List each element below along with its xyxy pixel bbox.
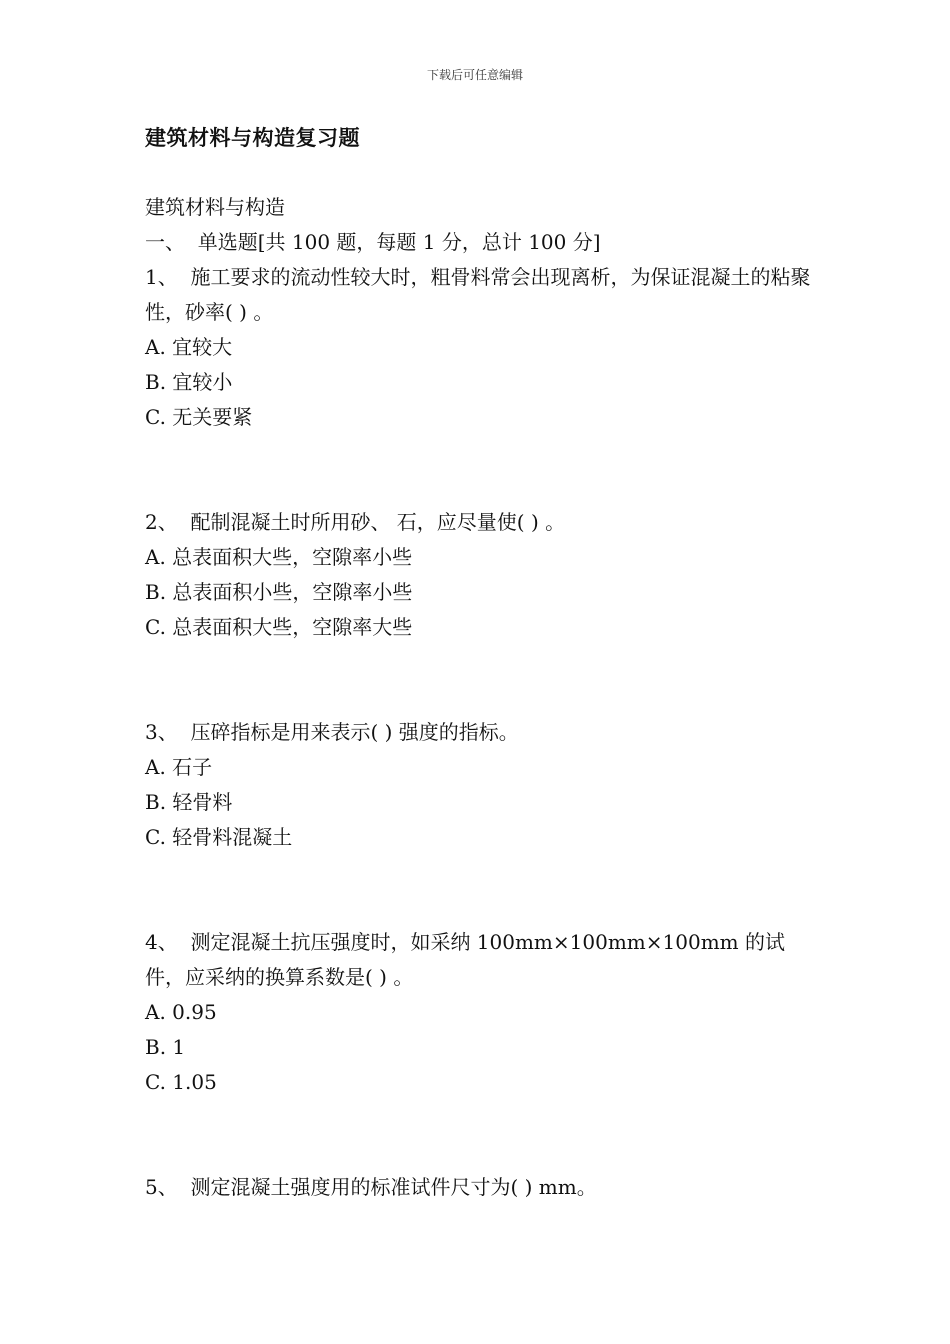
question-stem: 3、 压碎指标是用来表示( ) 强度的指标。 — [145, 720, 519, 744]
option-a: A. 总表面积大些，空隙率小些 — [145, 545, 413, 569]
option-b: B. 宜较小 — [145, 370, 233, 394]
option-b: B. 总表面积小些，空隙率小些 — [145, 580, 413, 604]
option-a: A. 0.95 — [145, 1000, 217, 1024]
option-c: C. 1.05 — [145, 1070, 217, 1094]
question-5 — [145, 1170, 815, 1205]
question-stem: 1、 施工要求的流动性较大时，粗骨料常会出现离析，为保证混凝土的粘聚性，砂率( ) 。 — [145, 265, 811, 324]
option-b: B. 轻骨料 — [145, 790, 233, 814]
question-2 — [145, 505, 815, 645]
question-4 — [145, 925, 815, 1100]
option-a: A. 石子 — [145, 755, 213, 779]
option-c: C. 无关要紧 — [145, 405, 253, 429]
question-1 — [145, 260, 815, 435]
option-b: B. 1 — [145, 1035, 186, 1059]
question-stem: 5、 测定混凝土强度用的标准试件尺寸为( ) mm。 — [145, 1175, 597, 1199]
option-c: C. 总表面积大些，空隙率大些 — [145, 615, 413, 639]
option-c: C. 轻骨料混凝土 — [145, 825, 293, 849]
document-body — [145, 190, 815, 1275]
question-3 — [145, 715, 815, 855]
option-a: A. 宜较大 — [145, 335, 233, 359]
question-stem: 2、 配制混凝土时所用砂、 石，应尽量使( ) 。 — [145, 510, 566, 534]
subtitle: 建筑材料与构造 — [145, 195, 285, 219]
document-title: 建筑材料与构造复习题 — [145, 126, 360, 150]
question-stem: 4、 测定混凝土抗压强度时，如采纳 100mm×100mm×100mm 的试件，应采纳的换算系数是( ) 。 — [145, 930, 785, 989]
section-heading: 一、 单选题[共 100 题，每题 1 分，总计 100 分] — [145, 230, 601, 254]
page-header: 下载后可任意编辑 — [426, 68, 523, 82]
